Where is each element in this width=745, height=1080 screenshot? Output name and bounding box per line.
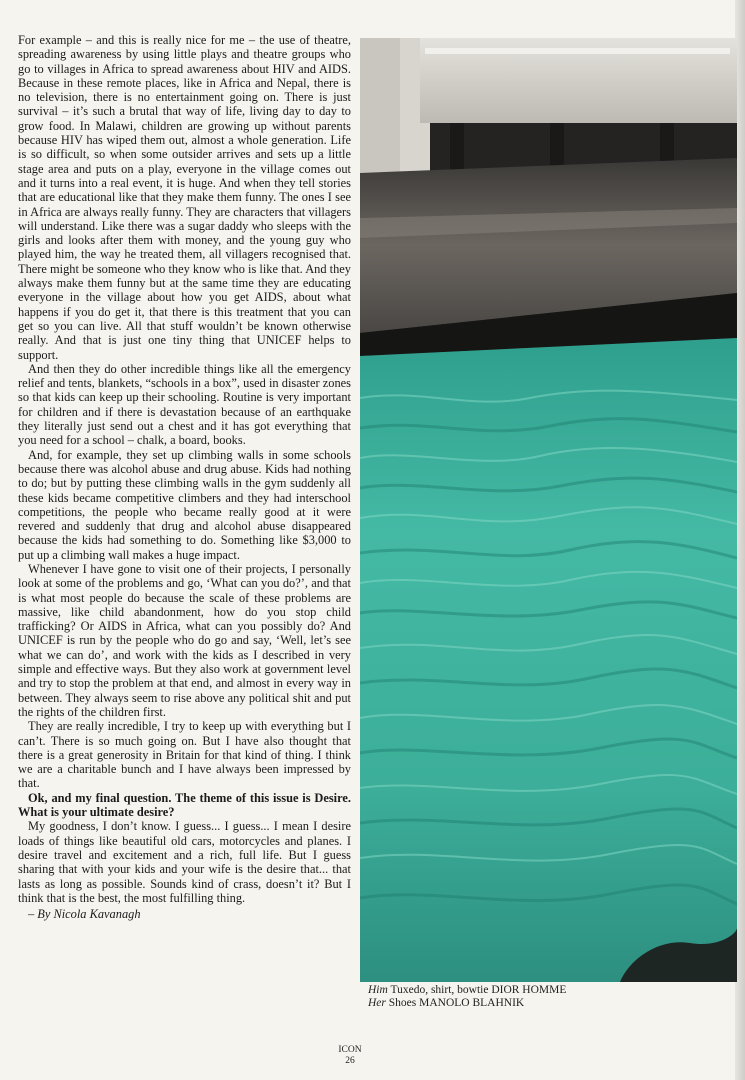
page-number: 26 xyxy=(345,1056,355,1066)
interview-answer: My goodness, I don’t know. I guess... I guess... I mean I desire loads of things like beautiful old cars, motorcycles and planes. I desire travel and excitement and a rich, full life. But I guess sharing that with your kids and your wife is the desire that... that lasts as long as possible. Sounds kind of crass, doesn’t it? But I think that is the best, the most fulfilling thing. xyxy=(18,819,351,905)
caption-line xyxy=(368,984,566,997)
caption-label: Him xyxy=(368,984,388,996)
caption-text: Shoes MANOLO BLAHNIK xyxy=(385,997,525,1009)
caption-label: Her xyxy=(368,997,386,1009)
photo-caption xyxy=(368,984,566,1010)
article-paragraph: Whenever I have gone to visit one of their projects, I personally look at some of the problems and go, ‘What can you do?’, and that is what most people do because the scale of these problems are massive, like child abandonment, how do you stop child trafficking? Or AIDS in Africa, what can you possibly do? And UNICEF is run by the people who do go and say, ‘Well, let’s see what we can do’, and work with the kids as I described in very simple and effective ways. But they also work at government level and try to stop the problem at that end, and almost in every way in between. They always seem to rise above any political shit and put the rights of the children first. xyxy=(18,561,351,719)
interview-question: Ok, and my final question. The theme of this issue is Desire. What is your ultimate desire? xyxy=(18,790,351,820)
article-paragraph: And then they do other incredible things like all the emergency relief and tents, blankets, “schools in a box”, used in disaster zones so that kids can keep up their schooling. Routine is very important for children and if there is devastation because of an earthquake they literally just send out a chest and it has got everything that you need for a school – chalk, a board, books. xyxy=(18,361,351,448)
article-body xyxy=(18,33,351,921)
page-footer xyxy=(0,1045,700,1067)
article-paragraph: And, for example, they set up climbing walls in some schools because there was alcohol abuse and drug abuse. Kids had nothing to do; but by putting these climbing walls in the gym suddenly all these kids became competitive climbers and they had interschool competitions, the people who became really good at it were revered and suddenly that drug and alcohol abuse disappeared because the kids had something to do. Something like $3,000 to put up a climbing wall makes a huge impact. xyxy=(18,447,351,562)
byline: – By Nicola Kavanagh xyxy=(28,907,141,922)
magazine-name: ICON xyxy=(338,1045,362,1055)
caption-text: Tuxedo, shirt, bowtie DIOR HOMME xyxy=(387,984,567,996)
pool-photo xyxy=(360,38,737,982)
article-paragraph: They are really incredible, I try to keep up with everything but I can’t. There is so much going on. But I have also thought that there is a great generosity in Britain for that kind of thing. I think we are a charitable bunch and I have always been impressed by that. xyxy=(18,719,351,791)
article-paragraph: For example – and this is really nice for me – the use of theatre, spreading awareness by using little plays and theatre groups who go to villages in Africa to spread awareness about HIV and AIDS. Because in these remote places, like in Africa and Nepal, there is no television, there is no entertainment going on. There is just survival – it’s such a brutal that way of life, living day to day to grow food. In Malawi, children are growing up without parents because HIV has wiped them out, almost a whole generation. Life is so difficult, so when some outsider arrives and sets up a little stage area and puts on a play, everyone in the village comes out and it turns into a real event, it is huge. And when they tell stories that are educational like that they make them funny. The ones I see in Africa are always really funny. They are characters that villagers will understand. Like there was a sugar daddy who sleeps with the girls and looks after them with money, and the young guy who played him, the way he treated them, all villagers recognised that. There might be someone who they know who is like that. And they always make them funny but at the same time they are educating everyone in the village about how you get AIDS, about what happens if you do get it, that there is this treatment that you can get so you can live. All that stuff wouldn’t be known otherwise really. And that is just one tiny thing that UNICEF helps to support. xyxy=(18,33,351,362)
caption-line xyxy=(368,997,566,1010)
